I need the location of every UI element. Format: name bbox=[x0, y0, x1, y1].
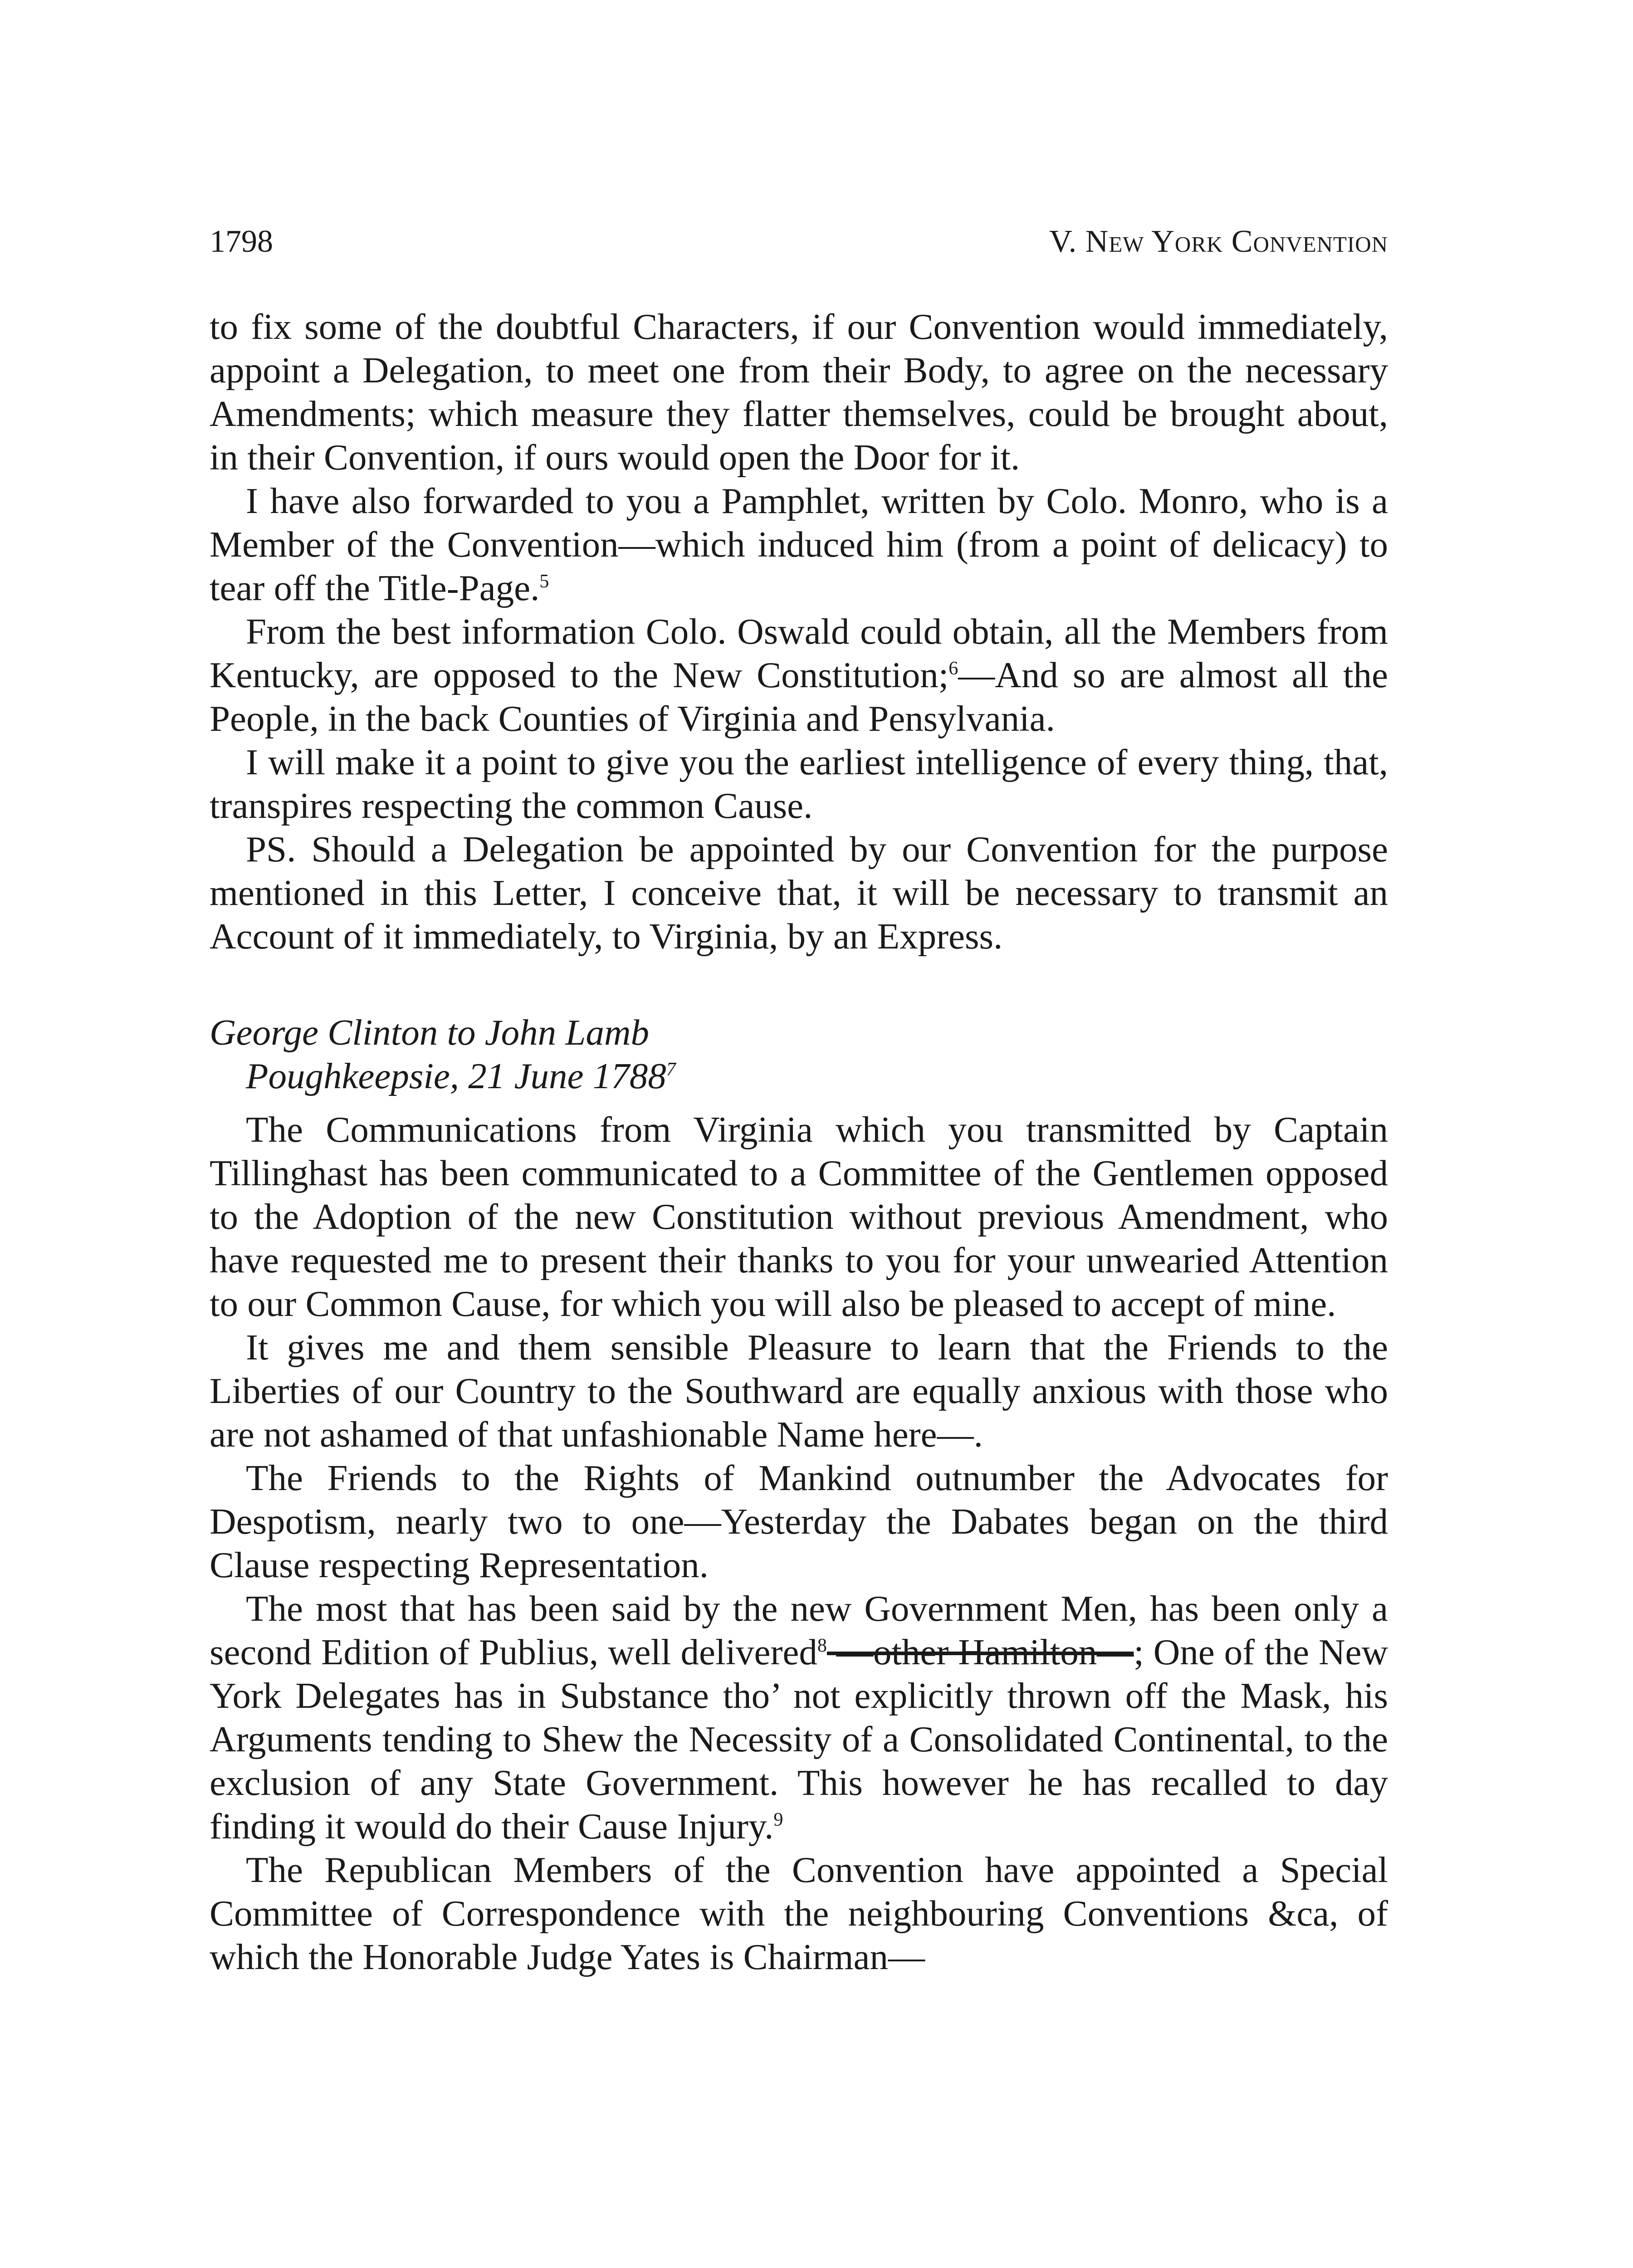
letter-heading-date: Poughkeepsie, 21 June 1788 bbox=[246, 1056, 666, 1096]
page-number: 1798 bbox=[210, 224, 273, 259]
paragraph-text: The most that has been said by the new Government Men, has been only a second Edition of Publius, well delivered bbox=[210, 1588, 1388, 1672]
paragraph-communications: The Communications from Virginia which you transmitted by Captain Tillinghast has been communicated to a Committee of the Gentlemen opposed to the Adoption of the new Constitution without previous Amendment, who have requested me to present their thanks to you for your unwearied Attention to our Common Cause, for which you will also be pleased to accept of mine. bbox=[210, 1109, 1388, 1324]
page-header bbox=[210, 221, 1388, 262]
letter-heading-place-date bbox=[210, 1054, 1388, 1098]
paragraph-pamphlet bbox=[210, 479, 1388, 610]
paragraph-friends-rights: The Friends to the Rights of Mankind outnumber the Advocates for Despotism, nearly two to one—Yesterday the Dabates began on the third Clause respecting Representation. bbox=[210, 1457, 1388, 1585]
footnote-marker: 5 bbox=[539, 571, 549, 592]
paragraph-committee: The Republican Members of the Convention have appointed a Special Committee of Correspondence with the neighbouring Conventions &ca, of which the Honorable Judge Yates is Chairman— bbox=[210, 1849, 1388, 1977]
paragraph-text: I have also forwarded to you a Pamphlet, written by Colo. Monro, who is a Member of the Convention—which induced him (from a point of delicacy) to tear off the Title-Page. bbox=[210, 480, 1388, 608]
paragraph-postscript: PS. Should a Delegation be appointed by our Convention for the purpose mentioned in this Letter, I conceive that, it will be necessary to transmit an Account of it immediately, to Virginia, by an Express. bbox=[210, 829, 1388, 957]
footnote-marker: 8 bbox=[817, 1635, 827, 1656]
footnote-marker: 7 bbox=[666, 1059, 676, 1080]
struck-text: —other Hamilton— bbox=[826, 1632, 1134, 1672]
paragraph-kentucky bbox=[210, 610, 1388, 740]
body-text bbox=[210, 305, 1388, 1979]
paragraph-publius bbox=[210, 1587, 1388, 1848]
letter-heading-title: George Clinton to John Lamb bbox=[210, 1012, 649, 1053]
letter-heading bbox=[210, 1011, 1388, 1098]
paragraph-text: —And so are almost all the People, in the back Counties of Virginia and Pensylvania. bbox=[210, 655, 1388, 739]
running-head: V. New York Convention bbox=[1049, 224, 1388, 259]
paragraph-intelligence: I will make it a point to give you the earliest intelligence of every thing, that, transpires respecting the common Cause. bbox=[210, 742, 1388, 826]
paragraph-text: ; One of the New York Delegates has in Substance tho’ not explicitly thrown off the Mask, his Arguments tending to Shew the Necessity of a Consolidated Continental, to the exclusion of any State Government. This however he has recalled to day finding it would do their Cause Injury. bbox=[210, 1632, 1388, 1847]
paragraph-pleasure: It gives me and them sensible Pleasure to learn that the Friends to the Liberties of our Country to the Southward are equally anxious with those who are not ashamed of that unfashionable Name here—. bbox=[210, 1327, 1388, 1455]
paragraph-text: From the best information Colo. Oswald could obtain, all the Members from Kentucky, are opposed to the New Constitution; bbox=[210, 611, 1388, 695]
footnote-marker: 9 bbox=[773, 1809, 783, 1830]
footnote-marker: 6 bbox=[949, 658, 958, 679]
paragraph-continued: to fix some of the doubtful Characters, if our Convention would immediately, appoint a Delegation, to meet one from their Body, to agree on the necessary Amendments; which measure they flatter themselves, could be brought about, in their Convention, if ours would open the Door for it. bbox=[210, 306, 1388, 478]
